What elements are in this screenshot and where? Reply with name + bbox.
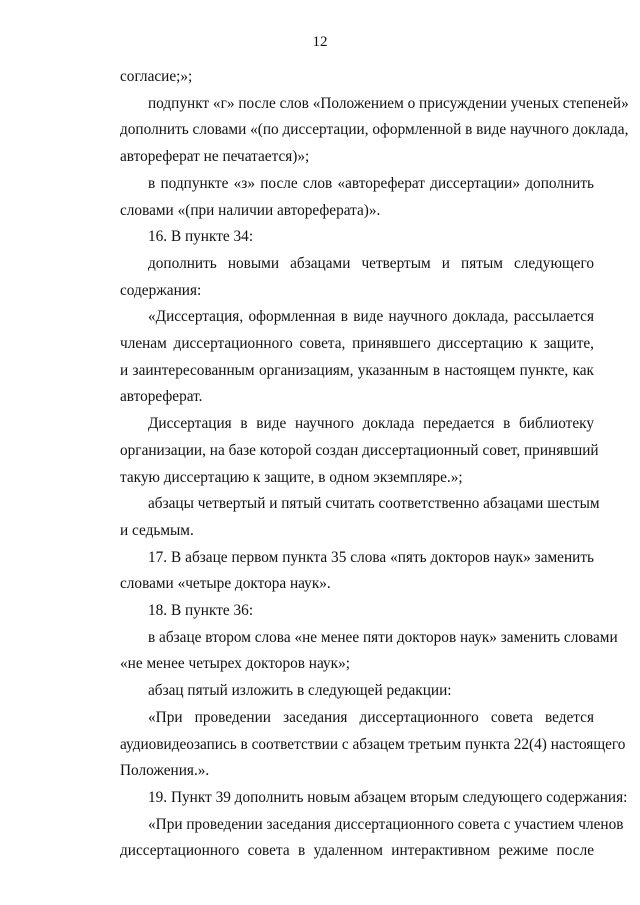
text-line: и седьмым. bbox=[120, 521, 194, 539]
text-line: 19. Пункт 39 дополнить новым абзацем вторым следующего содержания: bbox=[148, 788, 628, 806]
text-line: Положения.». bbox=[120, 762, 210, 780]
text-line: 18. В пункте 36: bbox=[148, 602, 254, 620]
text-line: «При проведении заседания диссертационного совета с участием членов bbox=[148, 815, 624, 833]
text-line: и заинтересованным организациям, указанным в настоящем пункте, как bbox=[120, 361, 594, 379]
text-line: «Диссертация, оформленная в виде научного доклада, рассылается bbox=[148, 308, 594, 326]
text-line: «не менее четырех докторов наук»; bbox=[120, 655, 350, 673]
paragraph bbox=[92, 812, 624, 865]
text-line: Диссертация в виде научного доклада передается в библиотеку bbox=[148, 415, 594, 433]
text-line: «При проведении заседания диссертационного совета ведется bbox=[148, 708, 594, 726]
text-line: членам диссертационного совета, принявшего диссертацию к защите, bbox=[120, 335, 594, 353]
text-line: дополнить новыми абзацами четвертым и пятым следующего bbox=[148, 254, 594, 272]
text-line: согласие;»; bbox=[120, 68, 193, 85]
paragraph bbox=[92, 304, 594, 411]
text-line: абзацы четвертый и пятый считать соответственно абзацами шестым bbox=[148, 495, 600, 513]
paragraph bbox=[92, 785, 628, 812]
text-line: автореферат. bbox=[120, 388, 203, 406]
text-line: в подпункте «з» после слов «автореферат диссертации» дополнить bbox=[148, 174, 594, 192]
text-line: словами «(при наличии автореферата)». bbox=[120, 201, 381, 219]
paragraph bbox=[92, 251, 594, 304]
text-line: в абзаце втором слова «не менее пяти докторов наук» заменить словами bbox=[148, 628, 618, 646]
text-line: содержания: bbox=[120, 281, 202, 299]
text-line: диссертационного совета в удаленном интерактивном режиме после bbox=[120, 842, 594, 860]
text-line: аудиовидеозапись в соответствии с абзацем третьим пункта 22(4) настоящего bbox=[120, 735, 626, 753]
text-line: подпункт «г» после слов «Положением о присуждении ученых степеней» bbox=[148, 94, 629, 112]
paragraph bbox=[92, 491, 600, 544]
text-line: 16. В пункте 34: bbox=[148, 228, 254, 246]
paragraph bbox=[92, 625, 618, 678]
paragraph bbox=[92, 64, 594, 91]
paragraph bbox=[92, 678, 594, 705]
text-line: словами «четыре доктора наук». bbox=[120, 575, 331, 593]
text-line: дополнить словами «(по диссертации, оформленной в виде научного доклада, bbox=[120, 121, 629, 139]
text-line: 17. В абзаце первом пункта 35 слова «пять докторов наук» заменить bbox=[148, 548, 594, 566]
paragraph bbox=[92, 224, 594, 251]
paragraph bbox=[92, 545, 594, 598]
paragraph bbox=[92, 598, 594, 625]
text-line: организации, на базе которой создан диссертационный совет, принявший bbox=[120, 441, 599, 459]
text-line: такую диссертацию к защите, в одном экземпляре.»; bbox=[120, 468, 463, 486]
text-line: автореферат не печатается)»; bbox=[120, 148, 310, 166]
paragraph bbox=[92, 705, 626, 785]
page-number: 12 bbox=[312, 34, 328, 50]
text-line: абзац пятый изложить в следующей редакции: bbox=[148, 682, 452, 700]
paragraph bbox=[92, 411, 599, 491]
document-body bbox=[92, 64, 629, 865]
paragraph bbox=[92, 91, 629, 171]
paragraph bbox=[92, 171, 594, 224]
